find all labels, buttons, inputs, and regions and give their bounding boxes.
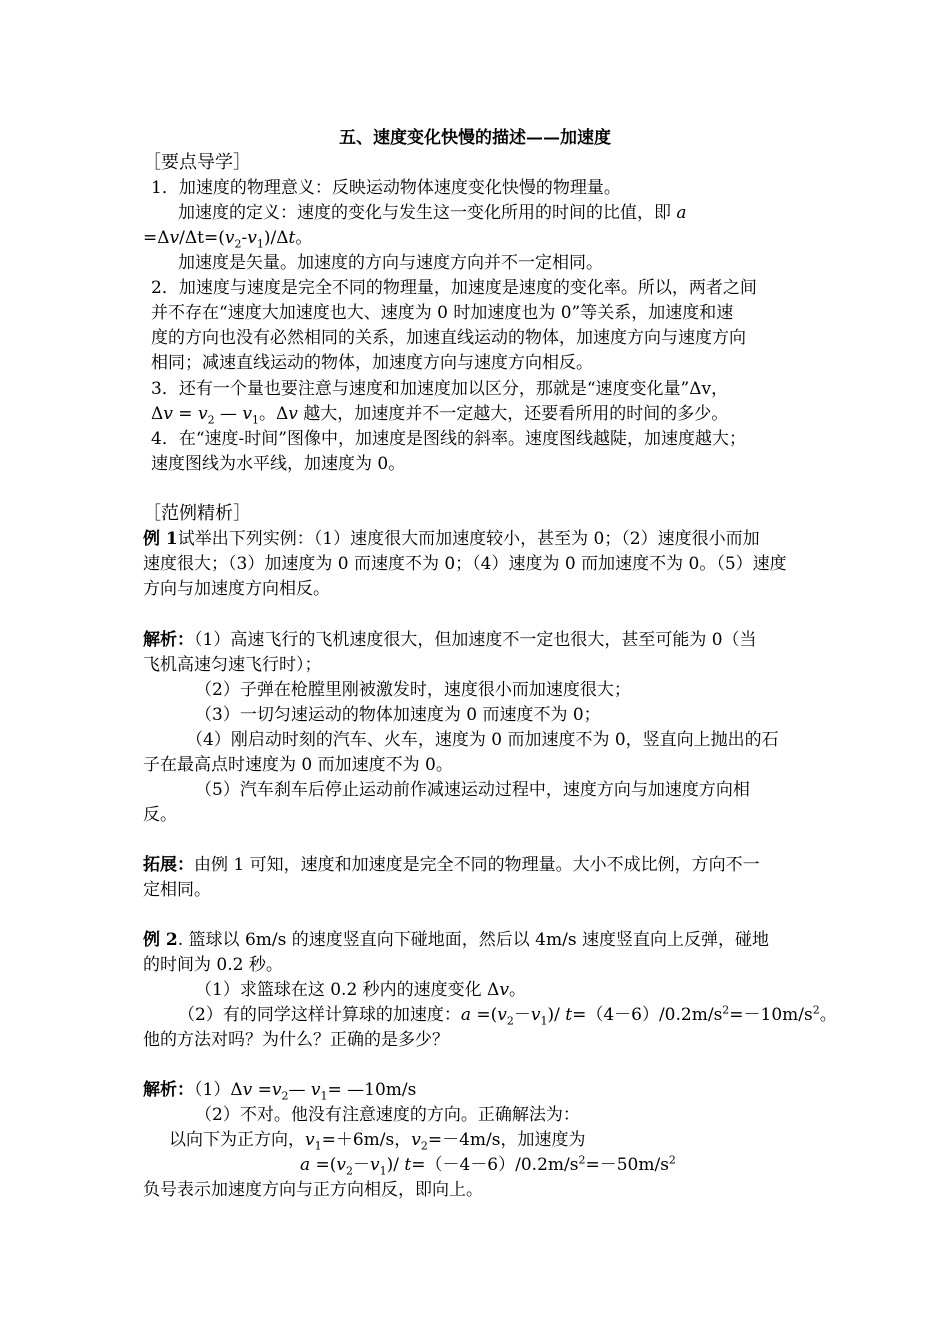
example-1-line: [143, 527, 760, 551]
extension-text: 由例 1 可知，速度和加速度是完全不同的物理量。大小不成比例，方向不一: [194, 855, 760, 875]
analysis-text: （1）高速飞行的飞机速度很大，但加速度不一定也很大，甚至可能为 0（当: [194, 630, 757, 650]
example-2-question-2: （2）有的同学这样计算球的加速度：$a =(v_2-v_1)/$ $t=(4-6)/0.2m/s^2=-10m/s^2$。: [178, 1003, 837, 1028]
point-1-definition: [178, 201, 687, 225]
analysis-2-line-1: 解析：$(1)\Delta v =v_2—$ $v_1=$ —10m/s: [143, 1080, 417, 1103]
example-2-question-2b: 他的方法对吗？为什么？正确的是多少？: [143, 1030, 449, 1050]
point-2-line: 相同；减速直线运动的物体，加速度方向与速度方向相反。: [151, 353, 593, 373]
analysis-3: （3）一切匀速运动的物体加速度为 0 而速度不为 0；: [195, 705, 601, 725]
analysis-2-line-3: 以向下为正方向，$v_1=+6m/s$，$v_2=-4m/s$，加速度为: [169, 1130, 586, 1153]
example-2-line: 的时间为 0.2 秒。: [143, 955, 283, 975]
analysis-label: 解析：: [143, 630, 194, 650]
example-1-line: 速度很大；（3）加速度为 0 而速度不为 0；（4）速度为 0 而加速度不为 0。（5）速度: [143, 554, 787, 574]
analysis-5-line: 反。: [143, 805, 177, 825]
extension-line: [143, 853, 760, 877]
analysis-2-formula: $a =(v_2-v_1)/$ $t=(-4-6)/0.2m/s^2=-50m/s^2$: [300, 1153, 676, 1178]
point-2-line: 2．加速度与速度是完全不同的物理量，加速度是速度的变化率。所以，两者之间: [151, 278, 757, 298]
example-1-line: 方向与加速度方向相反。: [143, 579, 330, 599]
extension-label: 拓展：: [143, 855, 194, 875]
point-1-vector: 加速度是矢量。加速度的方向与速度方向并不一定相同。: [178, 253, 603, 273]
analysis-2-conclusion: 负号表示加速度方向与正方向相反，即向上。: [143, 1180, 483, 1200]
point-2-line: 度的方向也没有必然相同的关系，加速直线运动的物体，加速度方向与速度方向: [151, 328, 746, 348]
section-header-examples: ［范例精析］: [143, 503, 251, 524]
extension-line: 定相同。: [143, 880, 211, 900]
point-3-line: $\Delta v = v_2$ — $v_1$。Δv 越大，加速度并不一定越大，还要看所用的时间的多少。: [151, 404, 729, 427]
analysis-4-line: （4）刚启动时刻的汽车、火车，速度为 0 而加速度不为 0，竖直向上抛出的石: [186, 730, 779, 750]
analysis-1-line: [143, 628, 757, 652]
analysis-1-line: 飞机高速匀速飞行时）；: [143, 655, 322, 675]
point-1: 1．加速度的物理意义：反映运动物体速度变化快慢的物理量。: [151, 178, 621, 198]
page-title: 五、速度变化快慢的描述——加速度: [339, 128, 611, 148]
point-4-line: 速度图线为水平线，加速度为 0。: [151, 454, 406, 474]
example-1-text: 试举出下列实例：（1）速度很大而加速度较小，甚至为 0；（2）速度很小而加: [177, 529, 760, 549]
example-2-label: 例 2: [143, 930, 178, 950]
definition-text: 加速度的定义：速度的变化与发生这一变化所用的时间的比值，即: [178, 203, 671, 223]
analysis-2-line-2: （2）不对。他没有注意速度的方向。正确解法为：: [195, 1105, 580, 1125]
example-2-question-1: （1）求篮球在这 0.2 秒内的速度变化 Δv。: [195, 980, 526, 1000]
point-4-line: 4．在“速度-时间”图像中，加速度是图线的斜率。速度图线越陡，加速度越大；: [151, 429, 746, 449]
analysis-label: 解析：: [143, 1080, 194, 1100]
example-2-line: [143, 928, 769, 952]
analysis-2: （2）子弹在枪膛里刚被激发时，速度很小而加速度很大；: [195, 680, 631, 700]
example-1-label: 例 1: [143, 529, 178, 549]
definition-formula: $=\Delta v/\Delta t=(v_2-v_1)/\Delta t$。: [143, 228, 313, 251]
definition-variable: a: [676, 203, 687, 223]
point-3-line: 3．还有一个量也要注意与速度和加速度加以区分，那就是“速度变化量”Δv，: [151, 379, 729, 399]
analysis-4-line: 子在最高点时速度为 0 而加速度不为 0。: [143, 755, 453, 775]
example-2-text: . 篮球以 6m/s 的速度竖直向下碰地面，然后以 4m/s 速度竖直向上反弹，碰地: [177, 930, 769, 950]
section-header-key-points: ［要点导学］: [143, 152, 251, 173]
analysis-5-line: （5）汽车刹车后停止运动前作减速运动过程中，速度方向与加速度方向相: [195, 780, 750, 800]
point-2-line: 并不存在“速度大加速度也大、速度为 0 时加速度也为 0”等关系，加速度和速: [151, 303, 734, 323]
